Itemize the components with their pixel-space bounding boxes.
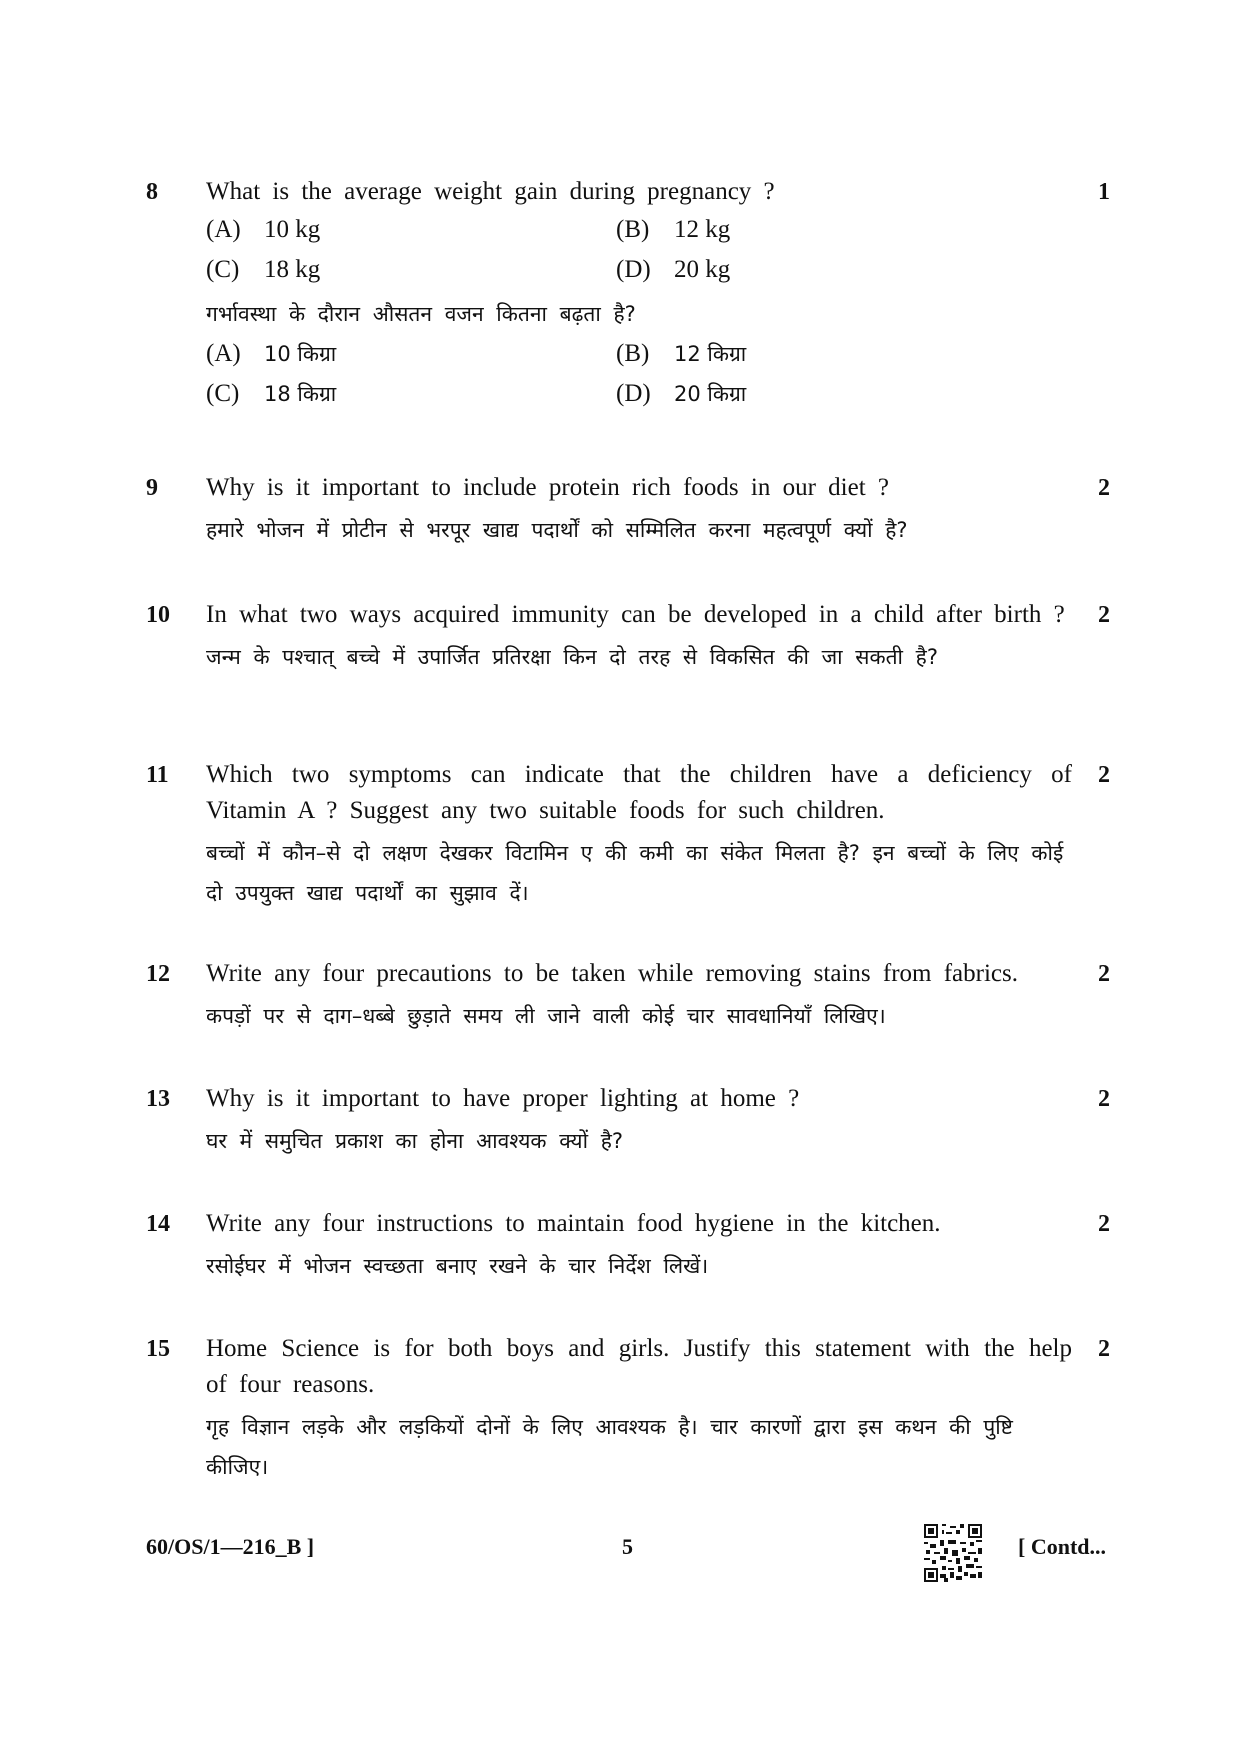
option-b-en: (B) 12 kg	[616, 216, 731, 243]
question-number: 9	[146, 475, 158, 501]
question-number: 8	[146, 179, 158, 205]
question-number: 11	[146, 762, 169, 788]
question-body	[206, 956, 1072, 1036]
question-body	[206, 1331, 1072, 1487]
question-text-en: Why is it important to include protein rich foods in our diet ?	[206, 474, 889, 501]
question-marks: 1	[1098, 179, 1110, 205]
question-text-hi: गृह विज्ञान लड़के और लड़कियों दोनों के लिए आवश्यक है। चार कारणों द्वारा इस कथन की पुष्टि कीजिए।	[206, 1415, 1013, 1479]
question-body	[206, 757, 1072, 913]
question-number: 14	[146, 1211, 170, 1237]
question-number: 13	[146, 1086, 170, 1112]
question-marks: 2	[1098, 1211, 1110, 1237]
option-d-en: (D) 20 kg	[616, 256, 731, 283]
question-text-hi: रसोईघर में भोजन स्वच्छता बनाए रखने के चार निर्देश लिखें।	[206, 1254, 709, 1278]
question-text-en: Write any four precautions to be taken while removing stains from fabrics.	[206, 960, 1018, 987]
question-marks: 2	[1098, 762, 1110, 788]
question-marks: 2	[1098, 1086, 1110, 1112]
option-c-hi: (C) 18 किग्रा	[206, 380, 337, 407]
page-number: 5	[622, 1534, 633, 1559]
question-text-hi: हमारे भोजन में प्रोटीन से भरपूर खाद्य पदार्थों को सम्मिलित करना महत्वपूर्ण क्यों है?	[206, 518, 908, 542]
qr-code-icon	[924, 1524, 982, 1588]
question-marks: 2	[1098, 1336, 1110, 1362]
question-body	[206, 470, 1072, 550]
option-d-hi: (D) 20 किग्रा	[616, 380, 747, 407]
paper-code: 60/OS/1—216_B ]	[146, 1534, 315, 1559]
options-row-hi-1	[206, 334, 1072, 374]
continued-label: [ Contd...	[1018, 1534, 1107, 1559]
options-row-en-1	[206, 210, 1072, 250]
question-marks: 2	[1098, 961, 1110, 987]
question-text-en: In what two ways acquired immunity can be developed in a child after birth ?	[206, 601, 1065, 628]
question-number: 10	[146, 602, 170, 628]
question-marks: 2	[1098, 602, 1110, 628]
question-text-hi: बच्चों में कौन–से दो लक्षण देखकर विटामिन ए की कमी का संकेत मिलता है? इन बच्चों के लिए कोई दो उपयुक्त खाद्य पदार्थों का सुझाव दें।	[206, 841, 1064, 905]
option-a-hi: (A) 10 किग्रा	[206, 340, 337, 367]
question-text-en: Why is it important to have proper lighting at home ?	[206, 1085, 800, 1112]
question-text-hi: जन्म के पश्चात् बच्चे में उपार्जित प्रतिरक्षा किन दो तरह से विकसित की जा सकती है?	[206, 645, 938, 669]
option-b-hi: (B) 12 किग्रा	[616, 340, 747, 367]
question-body	[206, 1206, 1072, 1286]
option-c-en: (C) 18 kg	[206, 256, 321, 283]
question-text-en: Home Science is for both boys and girls. Justify this statement with the help of four reasons.	[206, 1335, 1072, 1398]
question-text-en: Which two symptoms can indicate that the children have a deficiency of Vitamin A ? Suggest any two suitable foods for such children.	[206, 761, 1072, 824]
question-text-hi: कपड़ों पर से दाग–धब्बे छुड़ाते समय ली जाने वाली कोई चार सावधानियाँ लिखिए।	[206, 1004, 886, 1028]
options-row-en-2	[206, 250, 1072, 290]
question-number: 15	[146, 1336, 170, 1362]
option-a-en: (A) 10 kg	[206, 216, 321, 243]
question-number: 12	[146, 961, 170, 987]
question-text-en: Write any four instructions to maintain food hygiene in the kitchen.	[206, 1210, 941, 1237]
question-body	[206, 174, 1072, 414]
question-body	[206, 1081, 1072, 1161]
question-marks: 2	[1098, 475, 1110, 501]
question-text-en: What is the average weight gain during pregnancy ?	[206, 178, 775, 205]
options-row-hi-2	[206, 374, 1072, 414]
question-text-hi: घर में समुचित प्रकाश का होना आवश्यक क्यों है?	[206, 1129, 624, 1153]
question-body	[206, 597, 1072, 677]
page-footer	[0, 1524, 1240, 1584]
question-text-hi: गर्भावस्था के दौरान औसतन वजन कितना बढ़ता है?	[206, 302, 636, 326]
